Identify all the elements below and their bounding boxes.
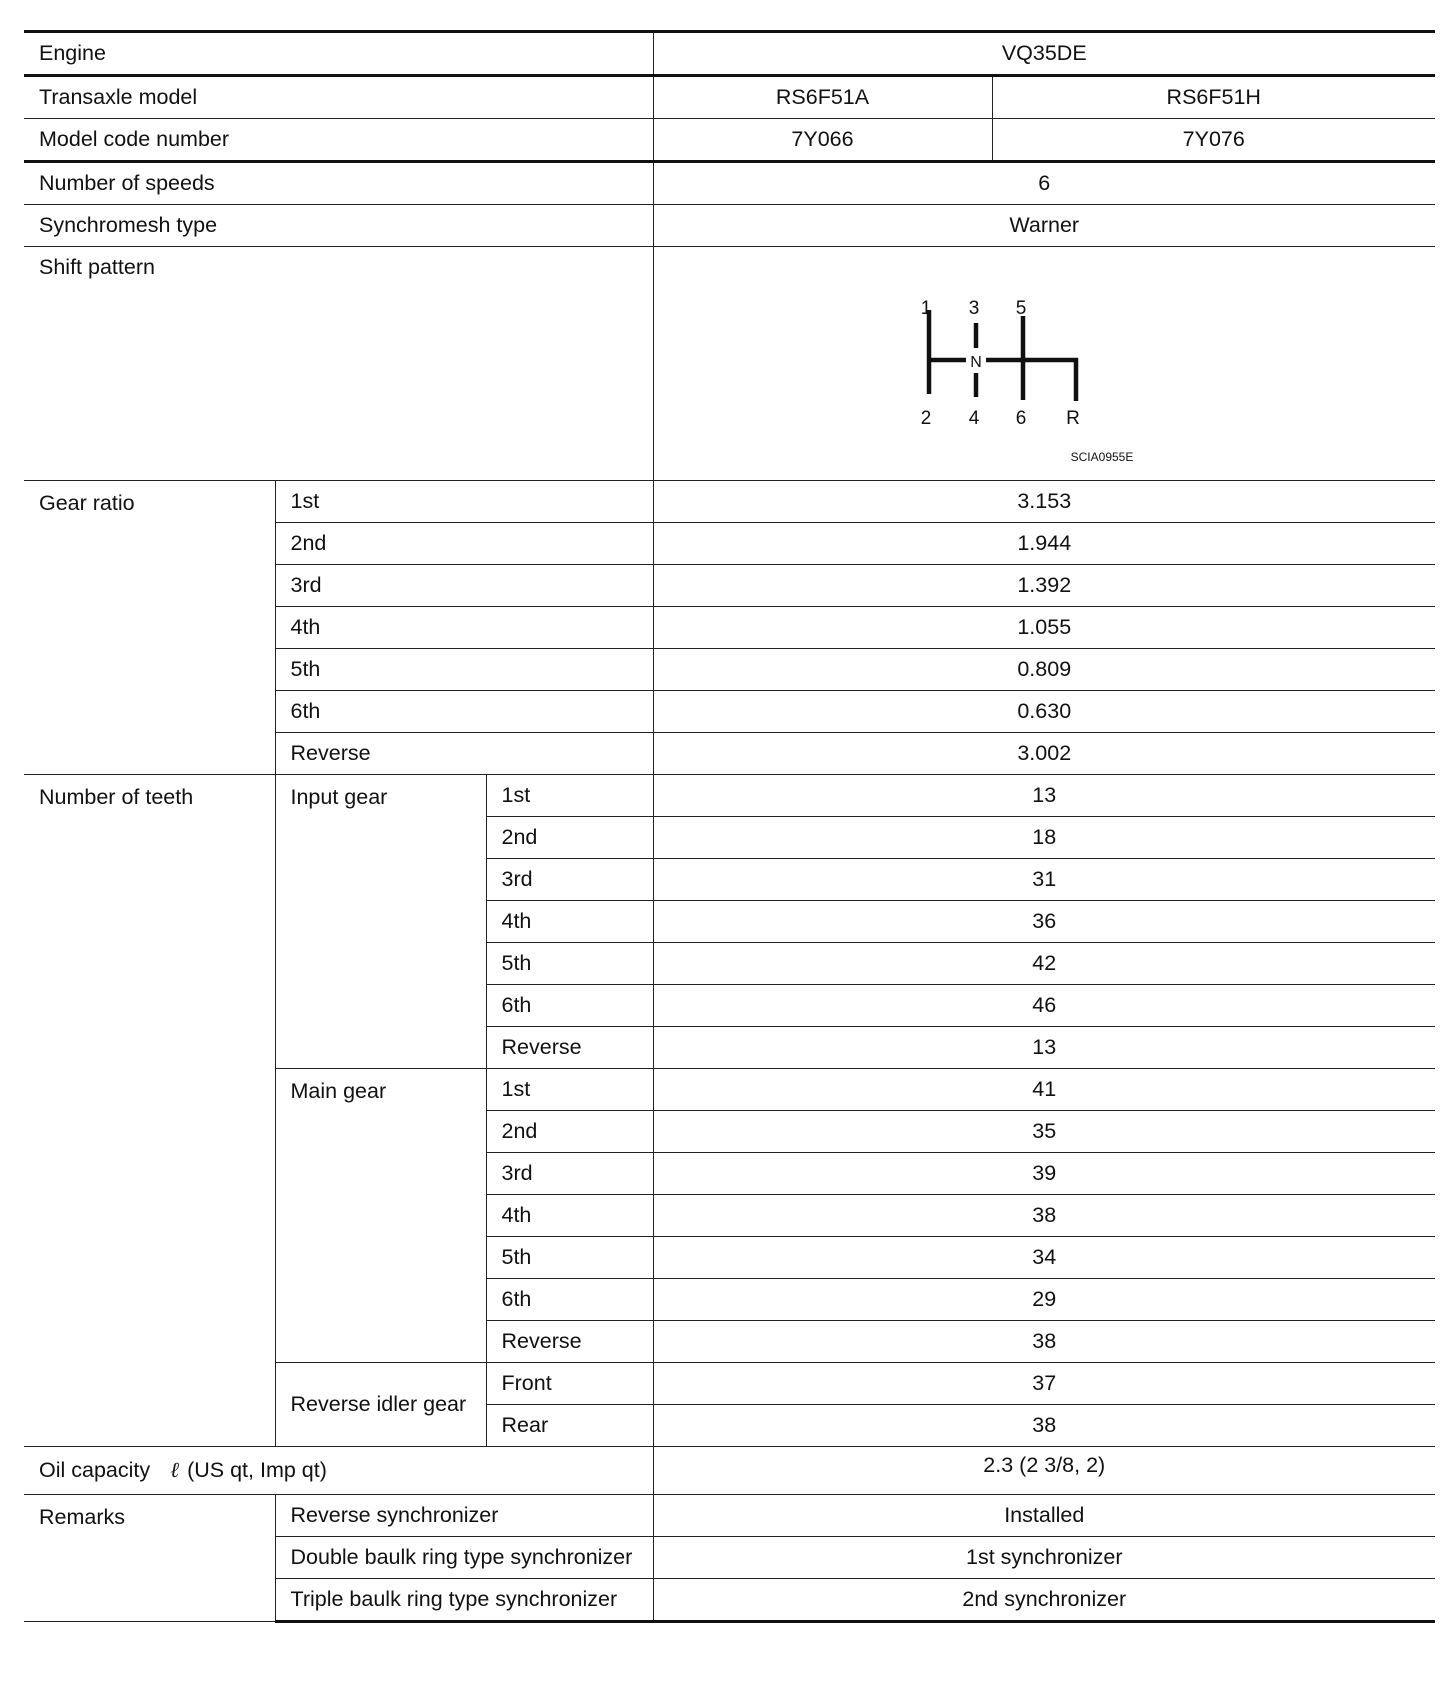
teeth-value: 37 (653, 1363, 1435, 1405)
remarks-item: Double baulk ring type synchronizer (275, 1537, 653, 1579)
gear-ratio-gear: 5th (275, 649, 653, 691)
teeth-value: 46 (653, 985, 1435, 1027)
speeds-row (24, 162, 1435, 205)
teeth-value: 38 (653, 1321, 1435, 1363)
teeth-gear: 1st (486, 1069, 653, 1111)
remarks-item: Triple baulk ring type synchronizer (275, 1579, 653, 1622)
gear-label-n: N (969, 354, 982, 371)
teeth-gear: Rear (486, 1405, 653, 1447)
gear-ratio-value: 1.944 (653, 523, 1435, 565)
teeth-gear: 2nd (486, 1111, 653, 1153)
transaxle-model-row (24, 76, 1435, 119)
shift-pattern-label: Shift pattern (24, 247, 653, 481)
synchromesh-value: Warner (653, 205, 1435, 247)
shift-pattern-cell (653, 247, 1435, 481)
teeth-gear: 2nd (486, 817, 653, 859)
specifications-table (24, 30, 1435, 1623)
model-code-label: Model code number (24, 119, 653, 162)
remarks-item: Reverse synchronizer (275, 1495, 653, 1537)
gear-ratio-gear: 1st (275, 481, 653, 523)
transaxle-model-a: RS6F51A (653, 76, 992, 119)
transaxle-model-label: Transaxle model (24, 76, 653, 119)
engine-value: VQ35DE (653, 32, 1435, 76)
oil-capacity-label: Oil capacity (39, 1458, 151, 1482)
gear-ratio-gear: 6th (275, 691, 653, 733)
remarks-label: Remarks (24, 1495, 275, 1622)
gear-label-5: 5 (1015, 298, 1026, 319)
teeth-gear: 4th (486, 901, 653, 943)
teeth-value: 29 (653, 1279, 1435, 1321)
gear-label-3: 3 (968, 298, 979, 319)
oil-capacity-value: 2.3 (2 3/8, 2) (653, 1447, 1435, 1495)
speeds-value: 6 (653, 162, 1435, 205)
teeth-value: 18 (653, 817, 1435, 859)
teeth-value: 34 (653, 1237, 1435, 1279)
teeth-label: Number of teeth (24, 775, 275, 1447)
gear-ratio-label: Gear ratio (24, 481, 275, 775)
transaxle-model-h: RS6F51H (992, 76, 1435, 119)
remarks-value: 1st synchronizer (653, 1537, 1435, 1579)
teeth-gear: 5th (486, 1237, 653, 1279)
gear-label-r: R (1065, 408, 1080, 429)
reverse-idler-label: Reverse idler gear (275, 1363, 486, 1447)
engine-row (24, 32, 1435, 76)
liter-symbol: ℓ (170, 1458, 180, 1483)
teeth-value: 35 (653, 1111, 1435, 1153)
teeth-gear: Front (486, 1363, 653, 1405)
remarks-value: 2nd synchronizer (653, 1579, 1435, 1622)
gear-ratio-gear: 4th (275, 607, 653, 649)
gear-ratio-value: 0.809 (653, 649, 1435, 691)
teeth-gear: Reverse (486, 1321, 653, 1363)
gear-label-1: 1 (920, 298, 931, 319)
gear-ratio-value: 3.153 (653, 481, 1435, 523)
gear-ratio-gear: 3rd (275, 565, 653, 607)
oil-capacity-unit: (US qt, Imp qt) (187, 1458, 327, 1482)
remarks-value: Installed (653, 1495, 1435, 1537)
input-gear-label: Input gear (275, 775, 486, 1069)
teeth-gear: 6th (486, 985, 653, 1027)
engine-label: Engine (24, 32, 653, 76)
teeth-gear: 5th (486, 943, 653, 985)
model-code-h: 7Y076 (992, 119, 1435, 162)
teeth-gear: 6th (486, 1279, 653, 1321)
teeth-value: 38 (653, 1405, 1435, 1447)
main-gear-label: Main gear (275, 1069, 486, 1363)
model-code-a: 7Y066 (653, 119, 992, 162)
teeth-value: 36 (653, 901, 1435, 943)
teeth-gear: 1st (486, 775, 653, 817)
speeds-label: Number of speeds (24, 162, 653, 205)
teeth-value: 13 (653, 1027, 1435, 1069)
gear-ratio-value: 0.630 (653, 691, 1435, 733)
oil-capacity-label-cell (24, 1447, 653, 1495)
gear-ratio-gear: 2nd (275, 523, 653, 565)
synchromesh-label: Synchromesh type (24, 205, 653, 247)
teeth-value: 31 (653, 859, 1435, 901)
gear-label-2: 2 (920, 408, 931, 429)
gear-ratio-gear: Reverse (275, 733, 653, 775)
shift-pattern-graphic (654, 247, 1434, 474)
teeth-gear: 3rd (486, 1153, 653, 1195)
shift-pattern-row (24, 247, 1435, 481)
teeth-value: 13 (653, 775, 1435, 817)
gear-ratio-row (24, 481, 1435, 523)
teeth-value: 41 (653, 1069, 1435, 1111)
teeth-gear: Reverse (486, 1027, 653, 1069)
teeth-gear: 4th (486, 1195, 653, 1237)
gear-label-4: 4 (968, 408, 979, 429)
gear-label-6: 6 (1015, 408, 1026, 429)
synchromesh-row (24, 205, 1435, 247)
gear-ratio-value: 1.055 (653, 607, 1435, 649)
teeth-value: 42 (653, 943, 1435, 985)
gear-ratio-value: 1.392 (653, 565, 1435, 607)
oil-capacity-row (24, 1447, 1435, 1495)
shift-pattern-diagram (654, 247, 1436, 480)
teeth-value: 39 (653, 1153, 1435, 1195)
teeth-row (24, 775, 1435, 817)
gear-ratio-value: 3.002 (653, 733, 1435, 775)
model-code-row (24, 119, 1435, 162)
teeth-gear: 3rd (486, 859, 653, 901)
remarks-row (24, 1495, 1435, 1537)
teeth-value: 38 (653, 1195, 1435, 1237)
figure-code: SCIA0955E (1070, 450, 1133, 464)
